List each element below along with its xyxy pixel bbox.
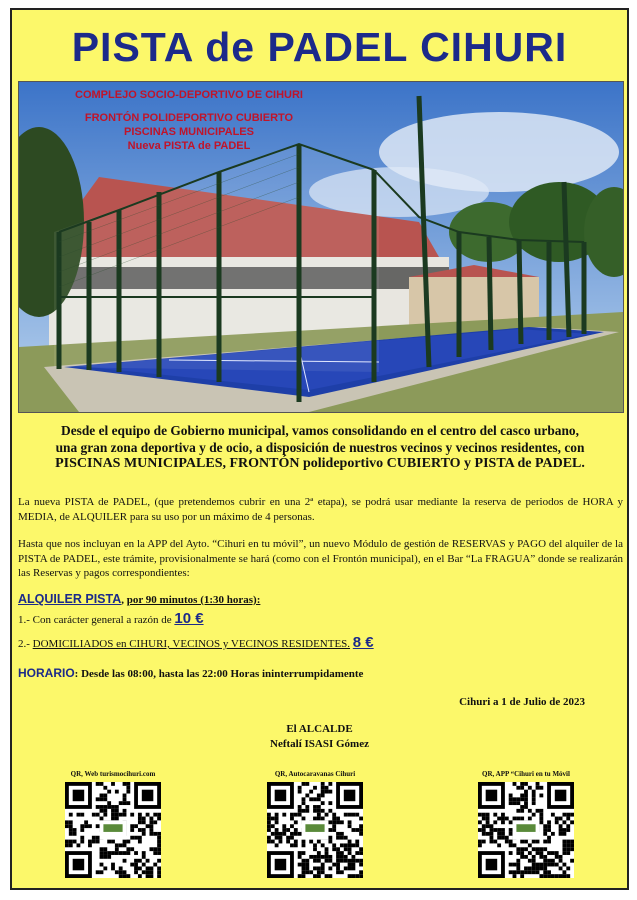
signature-role: El ALCALDE xyxy=(286,723,353,735)
price-general: 10 € xyxy=(174,610,204,627)
poster xyxy=(10,8,629,890)
date-line: Cihuri a 1 de Julio de 2023 xyxy=(459,696,585,708)
price-residents-row xyxy=(18,634,374,651)
court-photo xyxy=(18,81,624,413)
price-general-row xyxy=(18,610,204,627)
qr-web-label: QR, Web turismocihuri.com xyxy=(70,770,156,778)
price-residents-text: DOMICILIADOS en CIHURI, VECINOS y VECINOS RESIDENTES. xyxy=(32,638,351,650)
qr-autocaravanas-label: QR, Autocaravanas Cihuri xyxy=(274,770,356,778)
signature xyxy=(12,722,627,752)
qr-web[interactable] xyxy=(43,770,183,878)
qr-code-icon[interactable] xyxy=(478,782,574,878)
rental-label: ALQUILER PISTA xyxy=(18,592,122,606)
paragraph-booking: La nueva PISTA de PADEL, (que pretendemos cubrir en una 2ª etapa), se podrá usar mediante la reserva de periodos de HORA y MEDIA, de ALQUILER para su uso por un máximo de 4 personas. xyxy=(18,496,623,523)
caption-new-court: Nueva PISTA de PADEL xyxy=(127,140,251,152)
schedule xyxy=(18,666,363,680)
paragraph-app: Hasta que nos incluyan en la APP del Ayto. “Cihuri en tu móvil”, un nuevo Módulo de gestión de RESERVAS y PAGO del alquiler de la PISTA de PADEL, este trámite, provisionalmente se hará (como con el Frontón municipal), en el Bar “La FRAGUA” donde se realizarán las Reservas y pagos correspondientes: xyxy=(18,538,623,579)
page-title: PISTA de PADEL CIHURI xyxy=(71,24,568,70)
caption-complex: COMPLEJO SOCIO-DEPORTIVO DE CIHURI xyxy=(75,89,303,101)
rental-duration: por 90 minutos (1:30 horas): xyxy=(126,594,261,606)
photo-caption xyxy=(19,88,359,153)
signature-name: Neftalí ISASI Gómez xyxy=(270,738,369,750)
intro-text xyxy=(18,423,622,473)
qr-app-label: QR, APP “Cihuri en tu Móvil xyxy=(482,770,570,778)
schedule-text: : Desde las 08:00, hasta las 22:00 Horas ininterrumpidamente xyxy=(74,668,364,680)
schedule-label: HORARIO xyxy=(18,666,75,680)
intro-line-3: PISCINAS MUNICIPALES, FRONTÓN polideportivo CUBIERTO y PISTA de PADEL. xyxy=(55,456,585,471)
price-residents: 8 € xyxy=(352,634,374,651)
caption-pools: PISCINAS MUNICIPALES xyxy=(124,126,254,138)
qr-autocaravanas[interactable] xyxy=(245,770,385,878)
qr-code-icon[interactable] xyxy=(65,782,161,878)
qr-code-icon[interactable] xyxy=(267,782,363,878)
qr-app[interactable] xyxy=(456,770,596,878)
price-general-text: 1.- Con carácter general a razón de xyxy=(18,614,172,626)
caption-fronton: FRONTÓN POLIDEPORTIVO CUBIERTO xyxy=(84,112,294,124)
intro-line-2: una gran zona deportiva y de ocio, a disposición de nuestros vecinos y vecinos residentes, con xyxy=(55,439,585,455)
rental-heading: ALQUILER PISTA, por 90 minutos (1:30 horas): xyxy=(18,592,261,606)
intro-line-1: Desde el equipo de Gobierno municipal, vamos consolidando en el centro del casco urbano, xyxy=(61,423,579,438)
price-residents-prefix: 2.- xyxy=(18,638,30,650)
